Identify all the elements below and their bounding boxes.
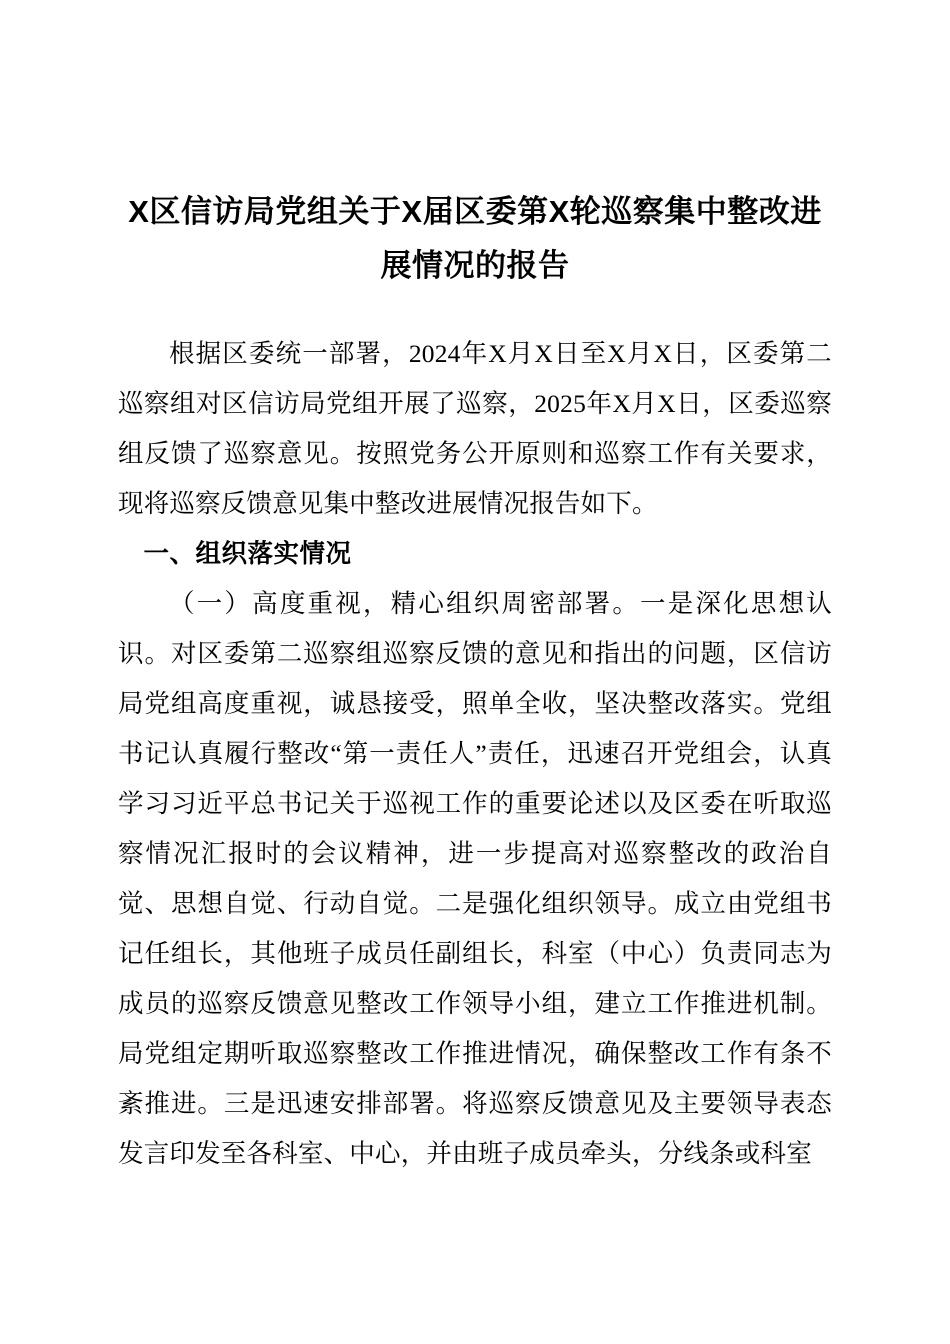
page-title: X区信访局党组关于X届区委第X轮巡察集中整改进展情况的报告 — [128, 194, 822, 283]
paragraph-section-1-body: （一）高度重视，精心组织周密部署。一是深化思想认识。对区委第二巡察组巡察反馈的意见和指出的问题，区信访局党组高度重视，诚恳接受，照单全收，坚决整改落实。党组书记认真履行整改“第一责任人”责任，迅速召开党组会，认真学习习近平总书记关于巡视工作的重要论述以及区委在听取巡察情况汇报时的会议精神，进一步提高对巡察整改的政治自觉、思想自觉、行动自觉。二是强化组织领导。成立由党组书记任组长，其他班子成员任副组长，科室（中心）负责同志为成员的巡察反馈意见整改工作领导小组，建立工作推进机制。局党组定期听取巡察整改工作推进情况，确保整改工作有条不紊推进。三是迅速安排部署。将巡察反馈意见及主要领导表态发言印发至各科室、中心，并由班子成员牵头，分线条或科室 — [118, 589, 832, 1168]
paragraph-intro: 根据区委统一部署，2024年X月X日至X月X日，区委第二巡察组对区信访局党组开展了巡察，2025年X月X日，区委巡察组反馈了巡察意见。按照党务公开原则和巡察工作有关要求，现将巡察反馈意见集中整改进展情况报告如下。 — [118, 339, 832, 518]
section-heading-1: 一、组织落实情况 — [143, 540, 352, 568]
